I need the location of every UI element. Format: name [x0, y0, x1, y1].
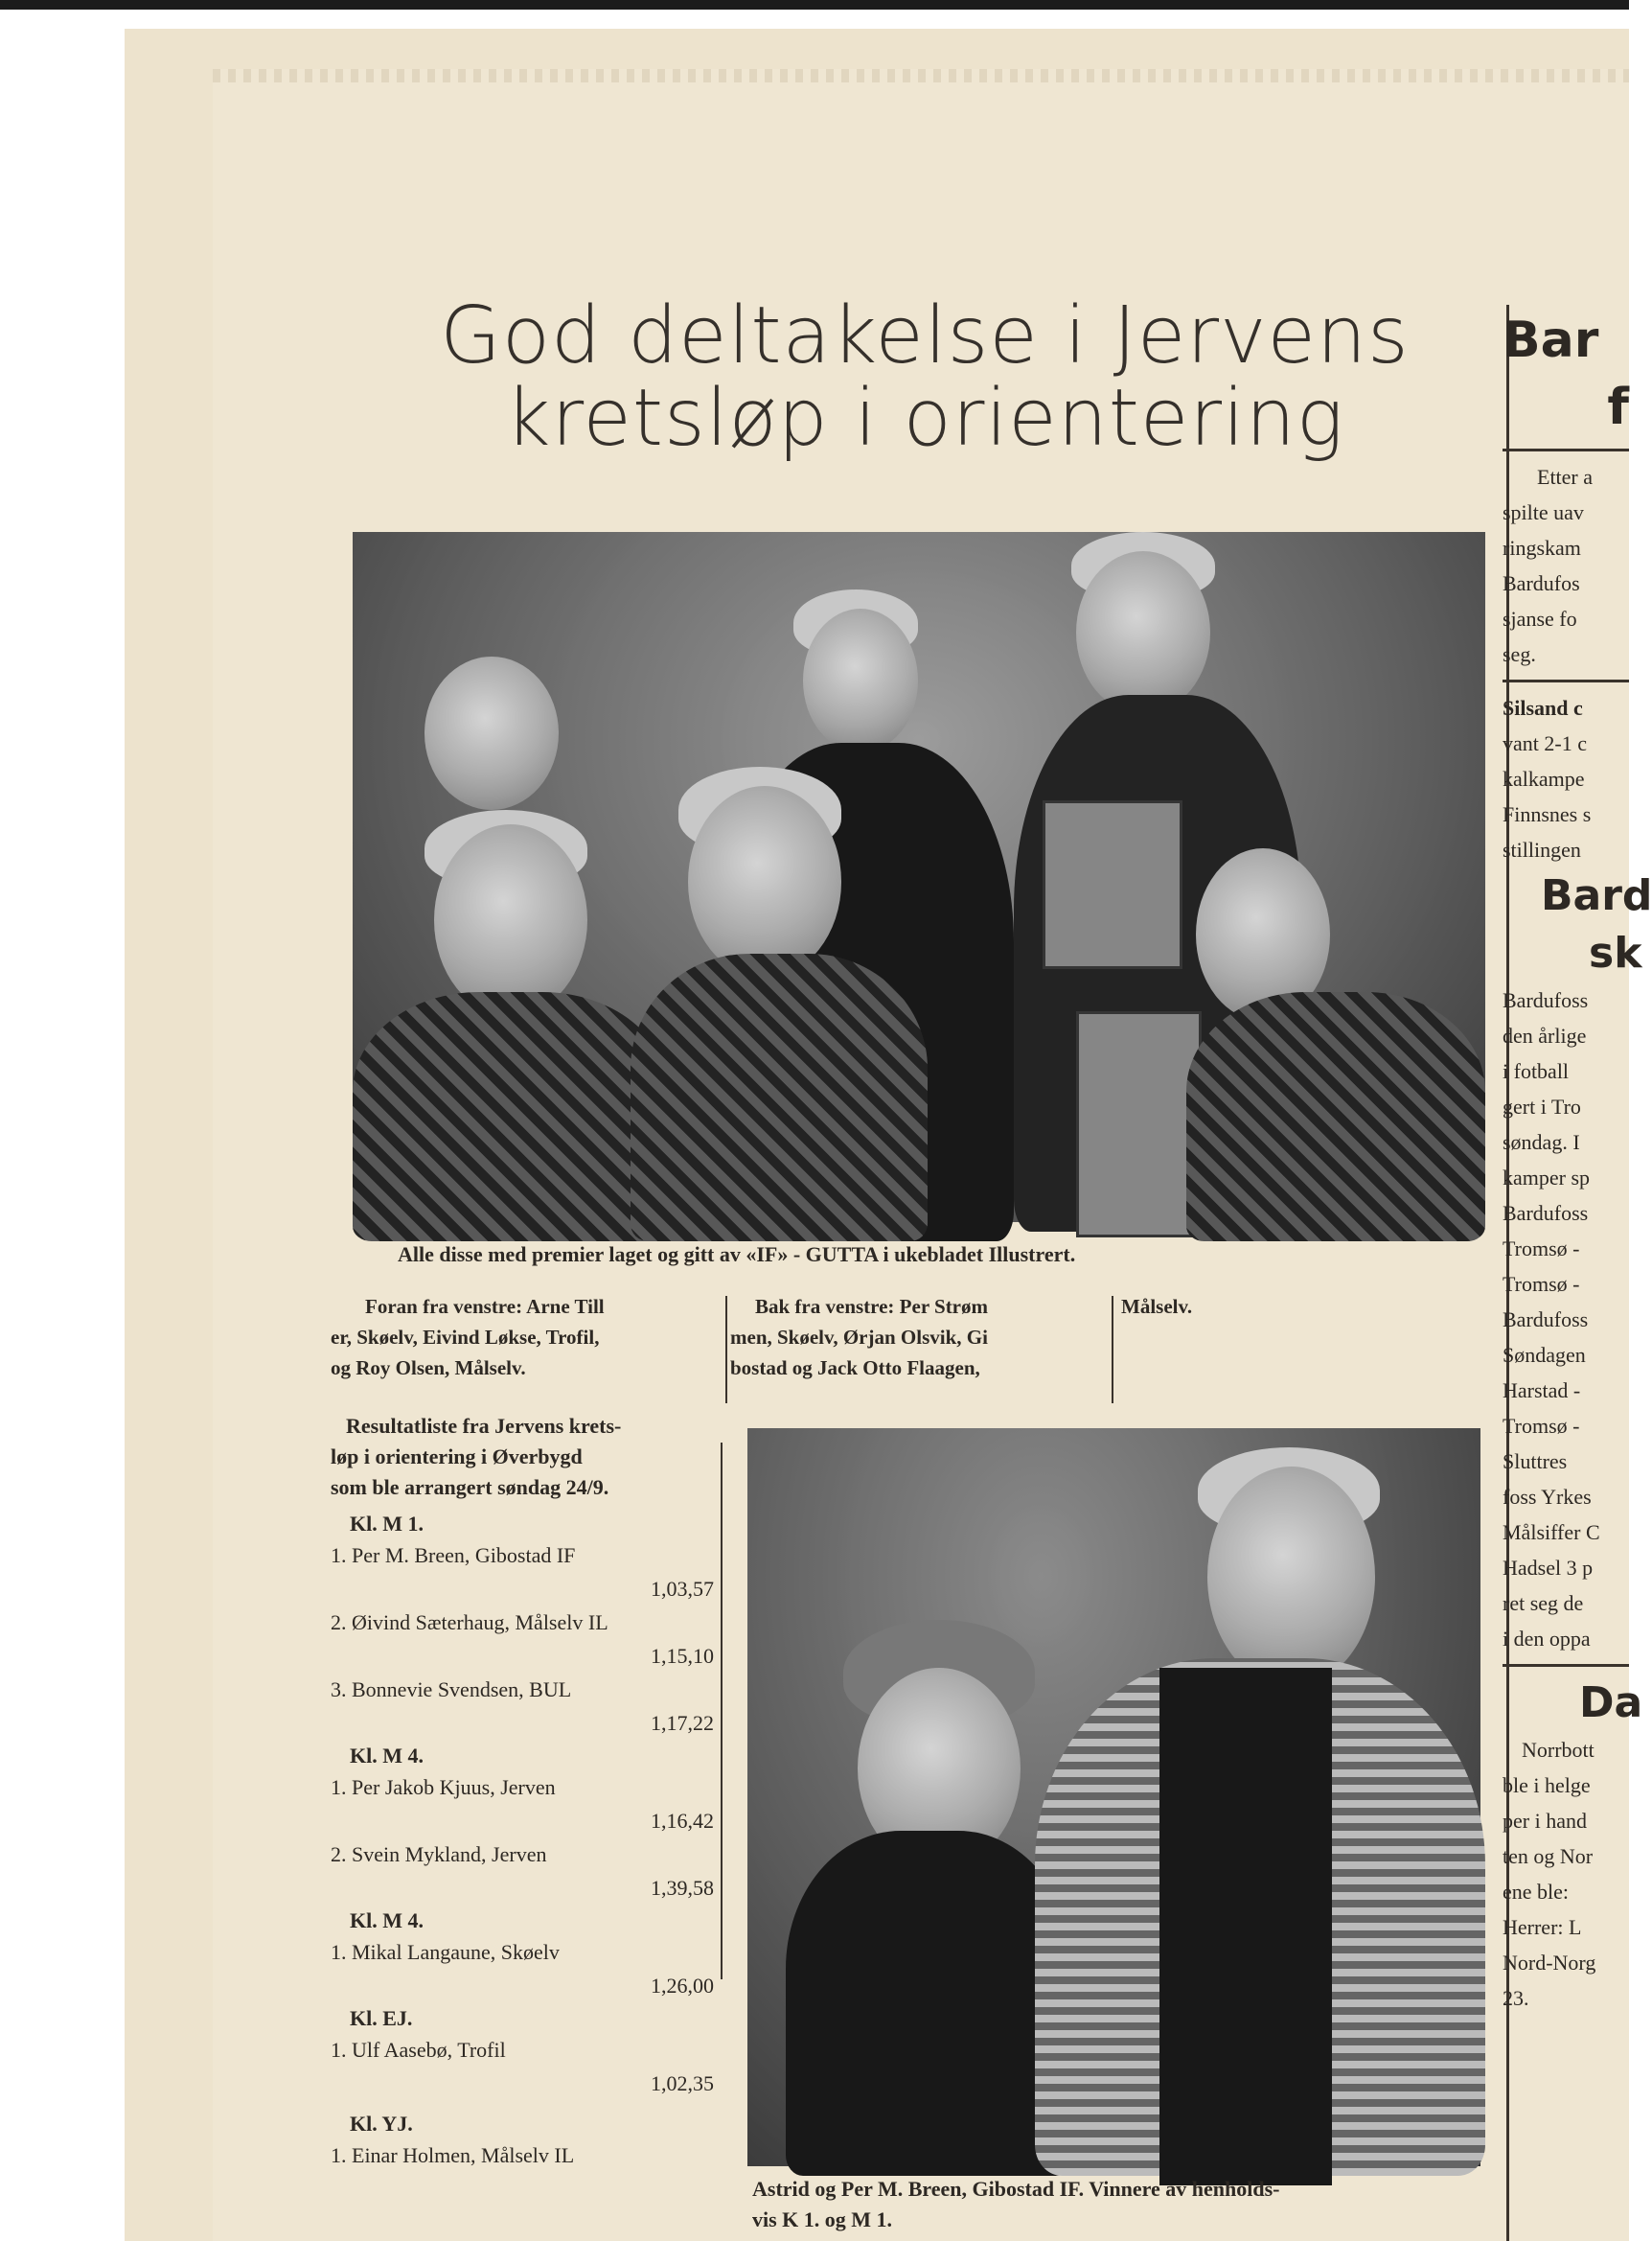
prize-box — [1043, 800, 1182, 969]
result-entry: 1. Mikal Langaune, Skøelv — [331, 1940, 560, 1964]
text-line: som ble arrangert søndag 24/9. — [331, 1475, 609, 1499]
result-class-heading: Kl. M 4. — [350, 1744, 424, 1767]
text-line: foss Yrkes — [1503, 1485, 1592, 1509]
text-line: er, Skøelv, Eivind Løkse, Trofil, — [331, 1326, 600, 1349]
text-line: sjanse fo — [1503, 607, 1577, 631]
photo2-caption — [752, 2174, 1500, 2235]
adjacent-subheading: Da — [1579, 1678, 1643, 1727]
text-line: Bardufos — [1503, 571, 1580, 595]
text-line: spilte uav — [1503, 500, 1584, 524]
text-line: Foran fra venstre: Arne Till — [365, 1295, 605, 1318]
person-sweater — [631, 954, 928, 1241]
person-head — [1076, 551, 1210, 714]
text-line: Tromsø - — [1503, 1272, 1580, 1296]
result-time: 1,17,22 — [651, 1711, 714, 1735]
text-line: bostad og Jack Otto Flaagen, — [730, 1356, 980, 1379]
result-entry: 1. Per M. Breen, Gibostad IF — [331, 1543, 576, 1567]
result-time: 1,39,58 — [651, 1876, 714, 1900]
result-time: 1,03,57 — [651, 1577, 714, 1601]
text-line: Hadsel 3 p — [1503, 1556, 1594, 1580]
results-list — [331, 1411, 714, 2172]
result-entry: 1. Per Jakob Kjuus, Jerven — [331, 1775, 556, 1799]
adjacent-headline: Bar — [1503, 312, 1599, 369]
text-line: Søndagen — [1503, 1343, 1586, 1367]
person-head — [424, 657, 559, 810]
text-line: Resultatliste fra Jervens krets- — [346, 1414, 622, 1438]
result-class-heading: Kl. EJ. — [350, 2006, 413, 2030]
text-line: den årlige — [1503, 1024, 1587, 1048]
result-entry: 3. Bonnevie Svendsen, BUL — [331, 1677, 572, 1701]
person-sweater — [353, 992, 669, 1241]
text-line: og Roy Olsen, Målselv. — [331, 1356, 526, 1379]
text-line: søndag. I — [1503, 1130, 1580, 1154]
text-line: vant 2-1 c — [1503, 731, 1587, 755]
text-line: gert i Tro — [1503, 1095, 1581, 1119]
group-photo — [353, 532, 1485, 1222]
result-entry: 2. Svein Mykland, Jerven — [331, 1842, 547, 1866]
text-line: ene ble: — [1503, 1880, 1570, 1904]
names-back-row — [730, 1291, 1113, 1383]
names-front-row — [331, 1291, 719, 1383]
text-line: 23. — [1503, 1986, 1529, 2010]
text-line: løp i orientering i Øverbygd — [331, 1444, 583, 1468]
person-head — [1207, 1467, 1375, 1687]
text-line: kalkampe — [1503, 767, 1585, 791]
result-time: 1,15,10 — [651, 1644, 714, 1668]
person-head — [434, 824, 587, 1016]
divider — [1503, 449, 1629, 451]
result-time: 1,02,35 — [651, 2071, 714, 2095]
headline-line-1: God deltakelse i Jervens — [440, 290, 1410, 381]
photo1-caption: Alle disse med premier laget og gitt av «IF» - GUTTA i ukebladet Illustrert. — [398, 1242, 1076, 1266]
text-line: Sluttres — [1503, 1449, 1568, 1473]
text-line: Målsiffer C — [1503, 1520, 1600, 1544]
text-line: Herrer: L — [1503, 1915, 1582, 1939]
text-line: Finnsnes s — [1503, 802, 1592, 826]
headline-line-2: kretsløp i orientering — [505, 373, 1344, 464]
text-line: per i hand — [1503, 1809, 1587, 1833]
text-line: Tromsø - — [1503, 1414, 1580, 1438]
person-head — [803, 609, 918, 752]
person-sweater — [1186, 992, 1485, 1241]
text-line: ret seg de — [1503, 1591, 1584, 1615]
text-line: Silsand c — [1503, 696, 1583, 720]
torn-edge — [213, 69, 1629, 82]
text-line: Nord-Norg — [1503, 1951, 1596, 1975]
adjacent-subheading: sk — [1589, 929, 1642, 978]
caption-line: vis K 1. og M 1. — [752, 2207, 893, 2231]
person-head — [688, 786, 841, 978]
text-line: Bardufoss — [1503, 1307, 1589, 1331]
scan-border — [0, 0, 1629, 10]
prize-box — [1076, 1011, 1202, 1237]
result-entry: 1. Ulf Aasebø, Trofil — [331, 2038, 506, 2062]
result-time: 1,26,00 — [651, 1974, 714, 1998]
names-continued — [1121, 1291, 1265, 1322]
results-intro — [331, 1411, 714, 1503]
person-shirt — [1159, 1668, 1332, 2185]
caption-line: Astrid og Per M. Breen, Gibostad IF. Vinnere av henholds- — [752, 2177, 1280, 2201]
adjacent-subheading: Bard — [1541, 871, 1652, 920]
text-line: Harstad - — [1503, 1378, 1581, 1402]
text-line: Tromsø - — [1503, 1236, 1580, 1260]
divider — [1503, 680, 1629, 682]
column-rule — [725, 1296, 727, 1403]
text-line: Bak fra venstre: Per Strøm — [755, 1295, 988, 1318]
person-body — [786, 1831, 1073, 2176]
adjacent-headline: f — [1607, 379, 1629, 436]
winners-photo — [747, 1428, 1480, 2166]
divider — [1503, 1664, 1629, 1667]
adjacent-article-column — [1503, 307, 1652, 2016]
text-line: men, Skøelv, Ørjan Olsvik, Gi — [730, 1326, 988, 1349]
article-headline — [331, 290, 1519, 464]
text-line: Bardufoss — [1503, 1201, 1589, 1225]
result-entry: 2. Øivind Sæterhaug, Målselv IL — [331, 1610, 608, 1634]
text-line: ten og Nor — [1503, 1844, 1594, 1868]
text-line: Norrbott — [1522, 1738, 1595, 1762]
result-class-heading: Kl. M 4. — [350, 1908, 424, 1932]
text-line: i fotball — [1503, 1059, 1570, 1083]
text-line: ble i helge — [1503, 1773, 1591, 1797]
result-time: 1,16,42 — [651, 1809, 714, 1833]
text-line: i den oppa — [1503, 1627, 1591, 1651]
text-line: seg. — [1503, 642, 1536, 666]
text-line: Bardufoss — [1503, 988, 1589, 1012]
result-entry: 1. Einar Holmen, Målselv IL — [331, 2143, 575, 2167]
text-line: Etter a — [1537, 465, 1594, 489]
text-line: kamper sp — [1503, 1166, 1591, 1190]
text-line: Målselv. — [1121, 1295, 1193, 1318]
text-line: ringskam — [1503, 536, 1581, 560]
result-class-heading: Kl. YJ. — [350, 2112, 413, 2136]
column-rule — [721, 1443, 723, 1979]
text-line: stillingen — [1503, 838, 1581, 862]
result-class-heading: Kl. M 1. — [350, 1512, 424, 1536]
column-rule — [1112, 1296, 1113, 1403]
